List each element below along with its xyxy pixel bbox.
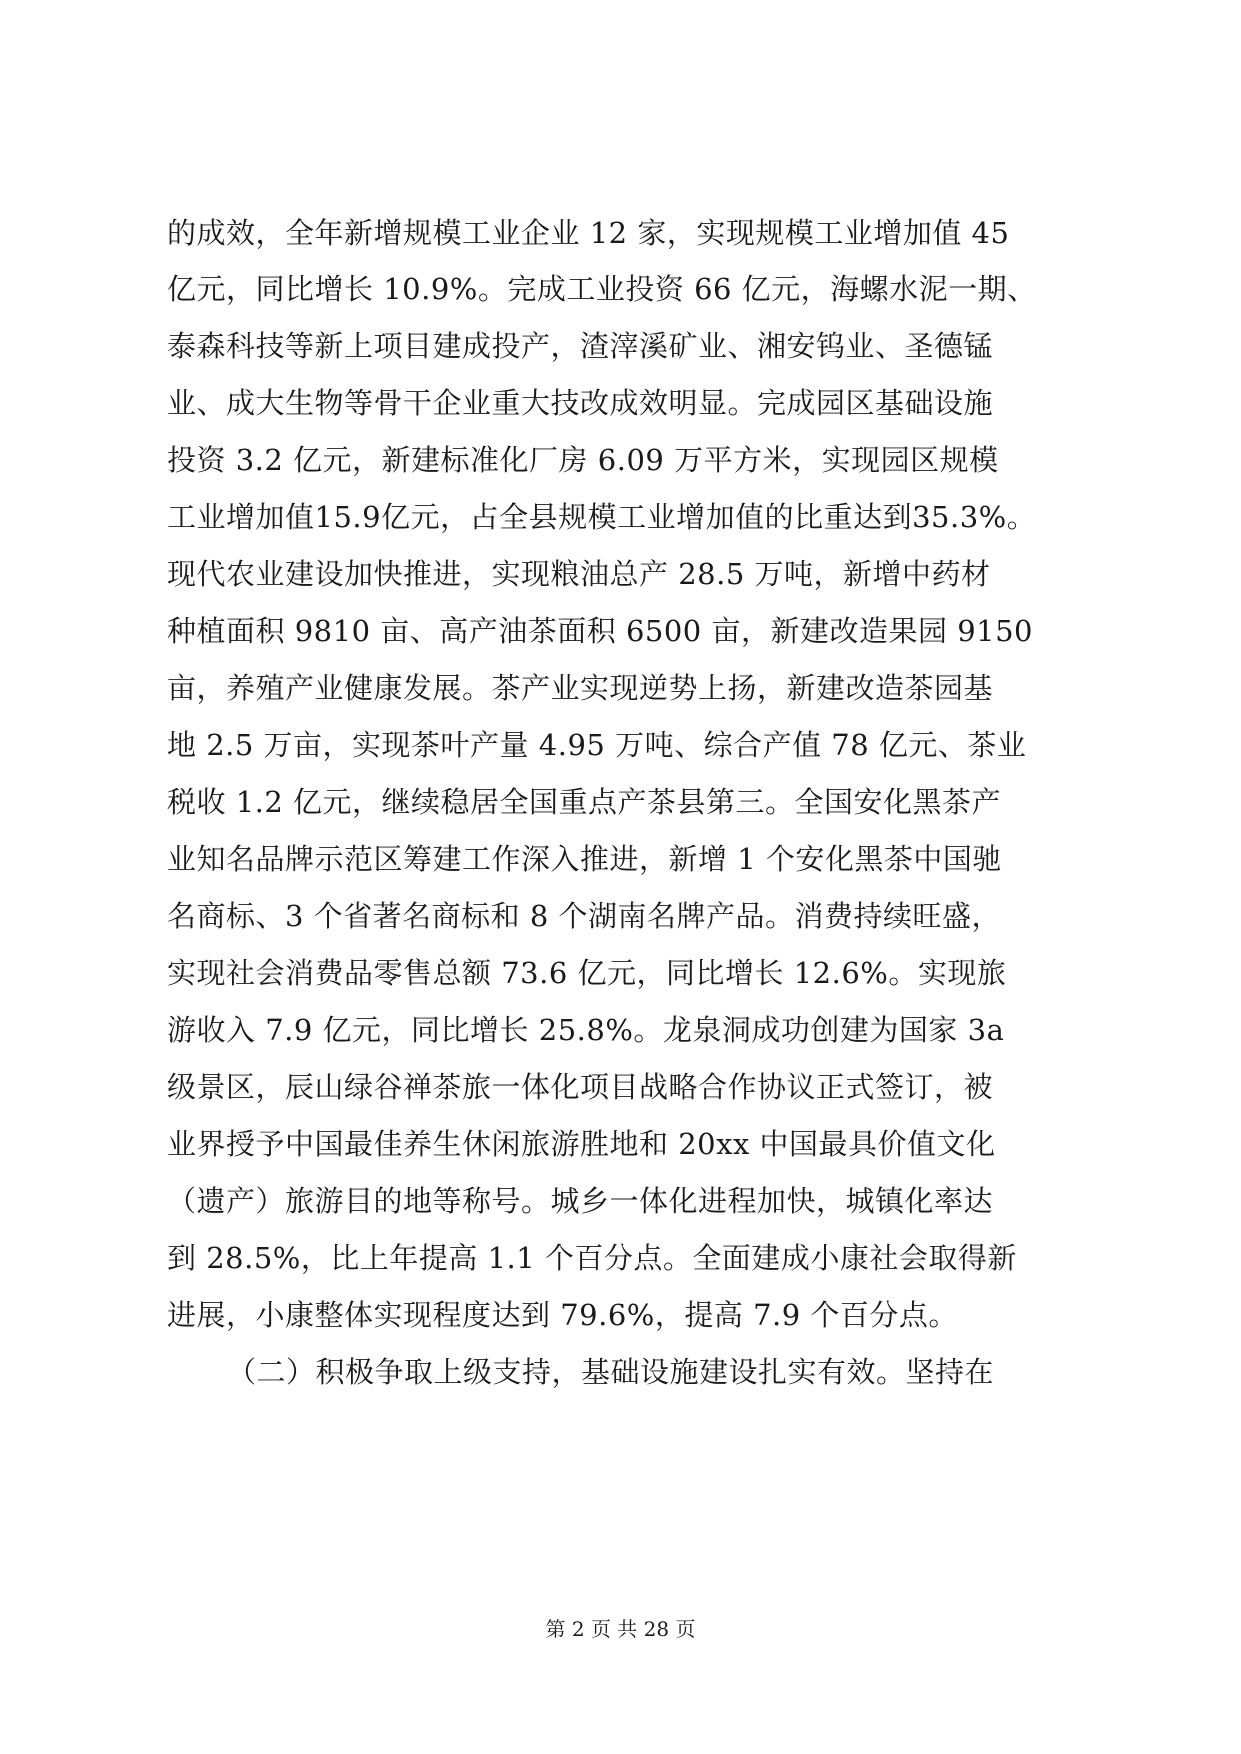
body-line: 亩，养殖产业健康发展。茶产业实现逆势上扬，新建改造茶园基 xyxy=(167,671,994,705)
body-line: （遗产）旅游目的地等称号。城乡一体化进程加快，城镇化率达 xyxy=(167,1184,994,1218)
body-line: 到 28.5%，比上年提高 1.1 个百分点。全面建成小康社会取得新 xyxy=(167,1241,1017,1275)
body-line: 现代农业建设加快推进，实现粮油总产 28.5 万吨，新增中药材 xyxy=(167,557,991,591)
section-heading-line: （二）积极争取上级支持，基础设施建设扎实有效。坚持在 xyxy=(227,1355,995,1389)
body-line: 的成效，全年新增规模工业企业 12 家，实现规模工业增加值 45 xyxy=(167,216,1010,250)
page-number-footer: 第 2 页 共 28 页 xyxy=(545,1617,696,1641)
body-line: 业界授予中国最佳养生休闲旅游胜地和 20xx 中国最具价值文化 xyxy=(167,1127,996,1161)
body-line: 种植面积 9810 亩、高产油茶面积 6500 亩，新建改造果园 9150 xyxy=(167,614,1034,648)
body-line: 名商标、3 个省著名商标和 8 个湖南名牌产品。消费持续旺盛， xyxy=(167,899,1002,933)
body-line: 工业增加值15.9亿元，占全县规模工业增加值的比重达到35.3%。 xyxy=(167,500,1037,534)
body-line: 投资 3.2 亿元，新建标准化厂房 6.09 万平方米，实现园区规模 xyxy=(167,443,999,477)
body-line: 进展，小康整体实现程度达到 79.6%，提高 7.9 个百分点。 xyxy=(167,1298,958,1332)
body-line: 亿元，同比增长 10.9%。完成工业投资 66 亿元，海螺水泥一期、 xyxy=(167,272,1037,306)
body-line: 级景区，辰山绿谷禅茶旅一体化项目战略合作协议正式签订，被 xyxy=(167,1070,994,1104)
body-line: 地 2.5 万亩，实现茶叶产量 4.95 万吨、综合产值 78 亿元、茶业 xyxy=(167,728,1027,762)
body-line: 泰森科技等新上项目建成投产，渣滓溪矿业、湘安钨业、圣德锰 xyxy=(167,329,994,363)
body-line: 业、成大生物等骨干企业重大技改成效明显。完成园区基础设施 xyxy=(167,386,994,420)
body-line: 业知名品牌示范区筹建工作深入推进，新增 1 个安化黑茶中国驰 xyxy=(167,842,1002,876)
body-line: 游收入 7.9 亿元，同比增长 25.8%。龙泉洞成功创建为国家 3a xyxy=(167,1013,1005,1047)
body-line: 税收 1.2 亿元，继续稳居全国重点产茶县第三。全国安化黑茶产 xyxy=(167,785,1002,819)
body-line: 实现社会消费品零售总额 73.6 亿元，同比增长 12.6%。实现旅 xyxy=(167,956,1007,990)
